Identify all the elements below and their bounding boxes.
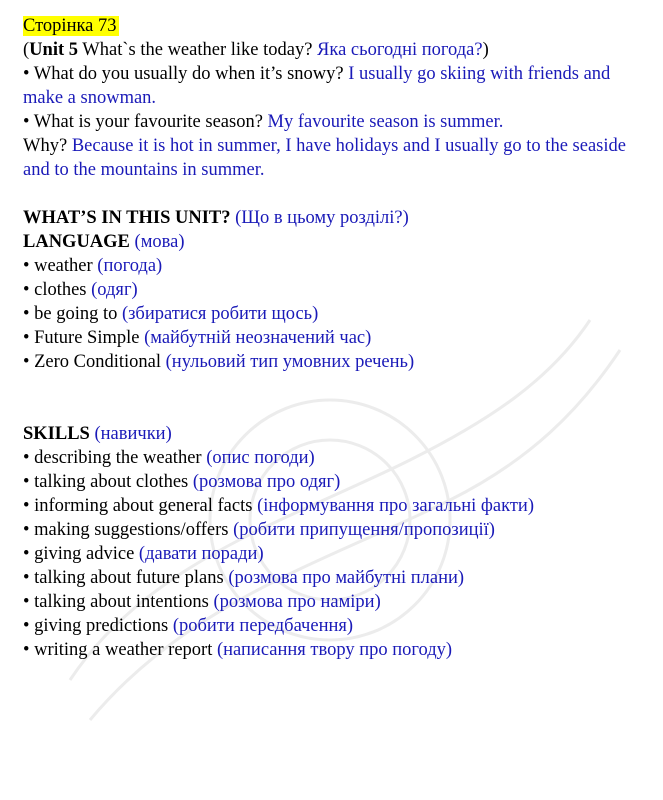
question: What do you usually do when it’s snowy?: [33, 64, 344, 84]
unit-question-ua: Яка сьогодні погода?: [317, 40, 483, 60]
skills-heading-en: SKILLS: [23, 424, 90, 444]
list-item: • Future Simple (майбутній неозначений час): [23, 328, 372, 348]
list-item: • Zero Conditional (нульовий тип умовних речень): [23, 352, 415, 372]
unit-close-paren: ): [482, 40, 489, 60]
list-item: • writing a weather report (написання твору про погоду): [23, 640, 453, 660]
list-item: • talking about intentions (розмова про наміри): [23, 592, 381, 612]
list-item: • describing the weather (опис погоди): [23, 448, 315, 468]
answer: I usually go skiing with friends and make a snowman.: [23, 64, 611, 108]
why-answer: Because it is hot in summer, I have holidays and I usually go to the seaside and to the mountains in summer.: [23, 136, 626, 180]
bullet: •: [23, 64, 34, 84]
list-item: • talking about clothes (розмова про одяг): [23, 472, 341, 492]
skills-heading-ua: (навички): [94, 424, 172, 444]
list-item: • talking about future plans (розмова про майбутні плани): [23, 568, 465, 588]
list-item: • be going to (збиратися робити щось): [23, 304, 319, 324]
page-number-line: [23, 14, 648, 38]
why-item: [23, 134, 648, 182]
skills-list: [23, 446, 648, 662]
unit-heading-en: WHAT’S IN THIS UNIT?: [23, 208, 231, 228]
why-question: Why?: [23, 136, 68, 156]
unit-heading-ua: (Що в цьому розділі?): [235, 208, 409, 228]
answer: My favourite season is summer.: [267, 112, 504, 132]
unit-line: (Unit 5 What`s the weather like today? Яка сьогодні погода?): [23, 40, 489, 60]
unit-label: Unit 5: [29, 40, 78, 60]
unit-heading: [23, 206, 648, 230]
qa-item: [23, 110, 648, 134]
question: What is your favourite season?: [33, 112, 263, 132]
language-list: [23, 254, 648, 374]
list-item: • making suggestions/offers (робити припущення/пропозиції): [23, 520, 495, 540]
bullet: •: [23, 112, 34, 132]
list-item: • giving predictions (робити передбачення): [23, 616, 354, 636]
list-item: • clothes (одяг): [23, 280, 138, 300]
page-number: Сторінка 73: [23, 16, 117, 36]
list-item: • weather (погода): [23, 256, 163, 276]
language-heading-en: LANGUAGE: [23, 232, 130, 252]
qa-item: [23, 62, 648, 110]
list-item: • informing about general facts (інформування про загальні факти): [23, 496, 534, 516]
language-heading: [23, 230, 648, 254]
list-item: • giving advice (давати поради): [23, 544, 264, 564]
language-heading-ua: (мова): [134, 232, 185, 252]
page: [23, 14, 648, 662]
unit-question-en: What`s the weather like today?: [82, 40, 313, 60]
skills-heading: [23, 422, 648, 446]
